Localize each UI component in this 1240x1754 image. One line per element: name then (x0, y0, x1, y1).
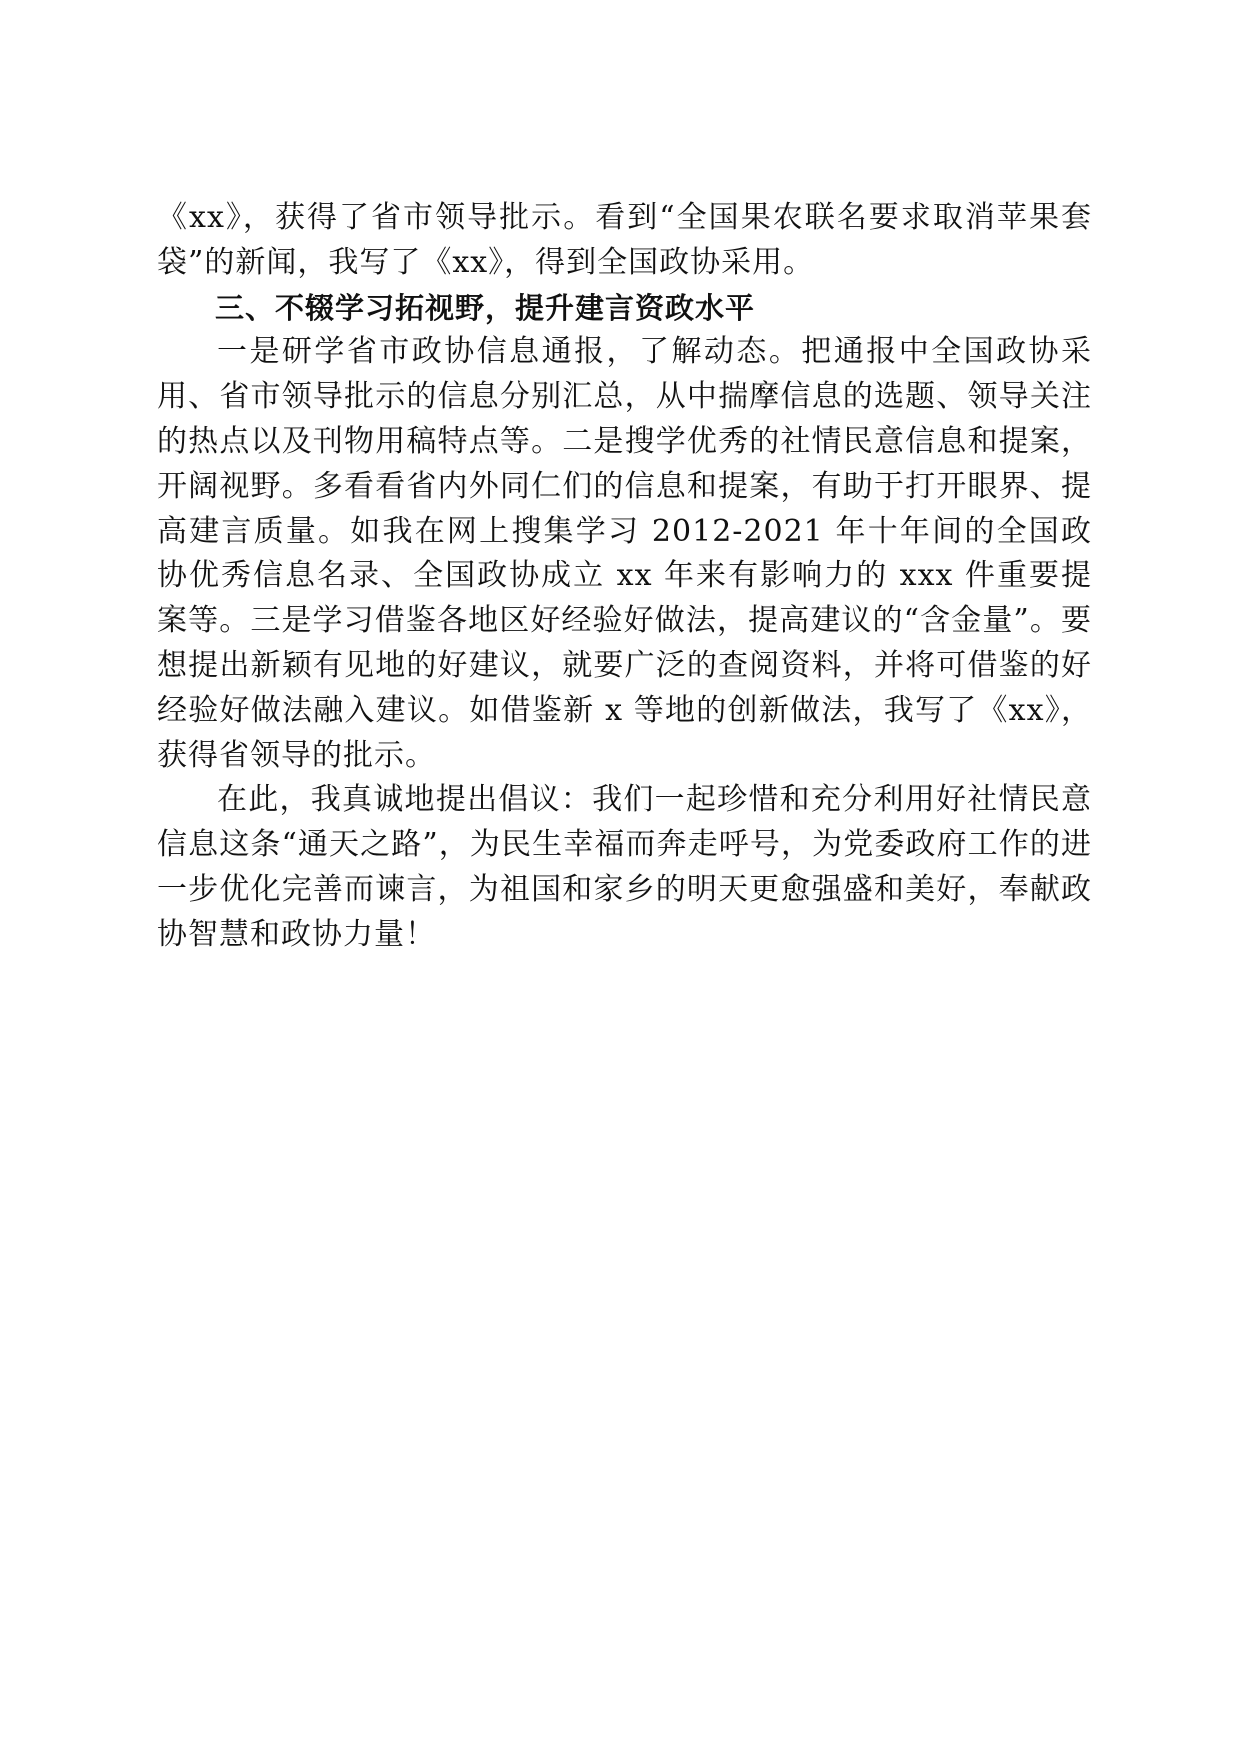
paragraph-section-three-body: 一是研学省市政协信息通报，了解动态。把通报中全国政协采用、省市领导批示的信息分别汇总，从中揣摩信息的选题、领导关注的热点以及刊物用稿特点等。二是搜学优秀的社情民意信息和提案，开阔视野。多看看省内外同仁们的信息和提案，有助于打开眼界、提高建言质量。如我在网上搜集学习 2012-2021 年十年间的全国政协优秀信息名录、全国政协成立 xx 年来有影响力的 xxx 件重要提案等。三是学习借鉴各地区好经验好做法，提高建议的“含金量”。要想提出新颖有见地的好建议，就要广泛的查阅资料，并将可借鉴的好经验好做法融入建议。如借鉴新 x 等地的创新做法，我写了《xx》，获得省领导的批示。 (157, 334, 1092, 773)
paragraph-closing: 在此，我真诚地提出倡议：我们一起珍惜和充分利用好社情民意信息这条“通天之路”，为民生幸福而奔走呼号，为党委政府工作的进一步优化完善而谏言，为祖国和家乡的明天更愈强盛和美好，奉献政协智慧和政协力量！ (157, 782, 1092, 952)
section-heading-three: 三、不辍学习拓视野，提升建言资政水平 (215, 290, 756, 325)
paragraph-continuation: 《xx》，获得了省市领导批示。看到“全国果农联名要求取消苹果套袋”的新闻，我写了《xx》，得到全国政协采用。 (157, 200, 1092, 280)
document-body (157, 196, 1092, 958)
